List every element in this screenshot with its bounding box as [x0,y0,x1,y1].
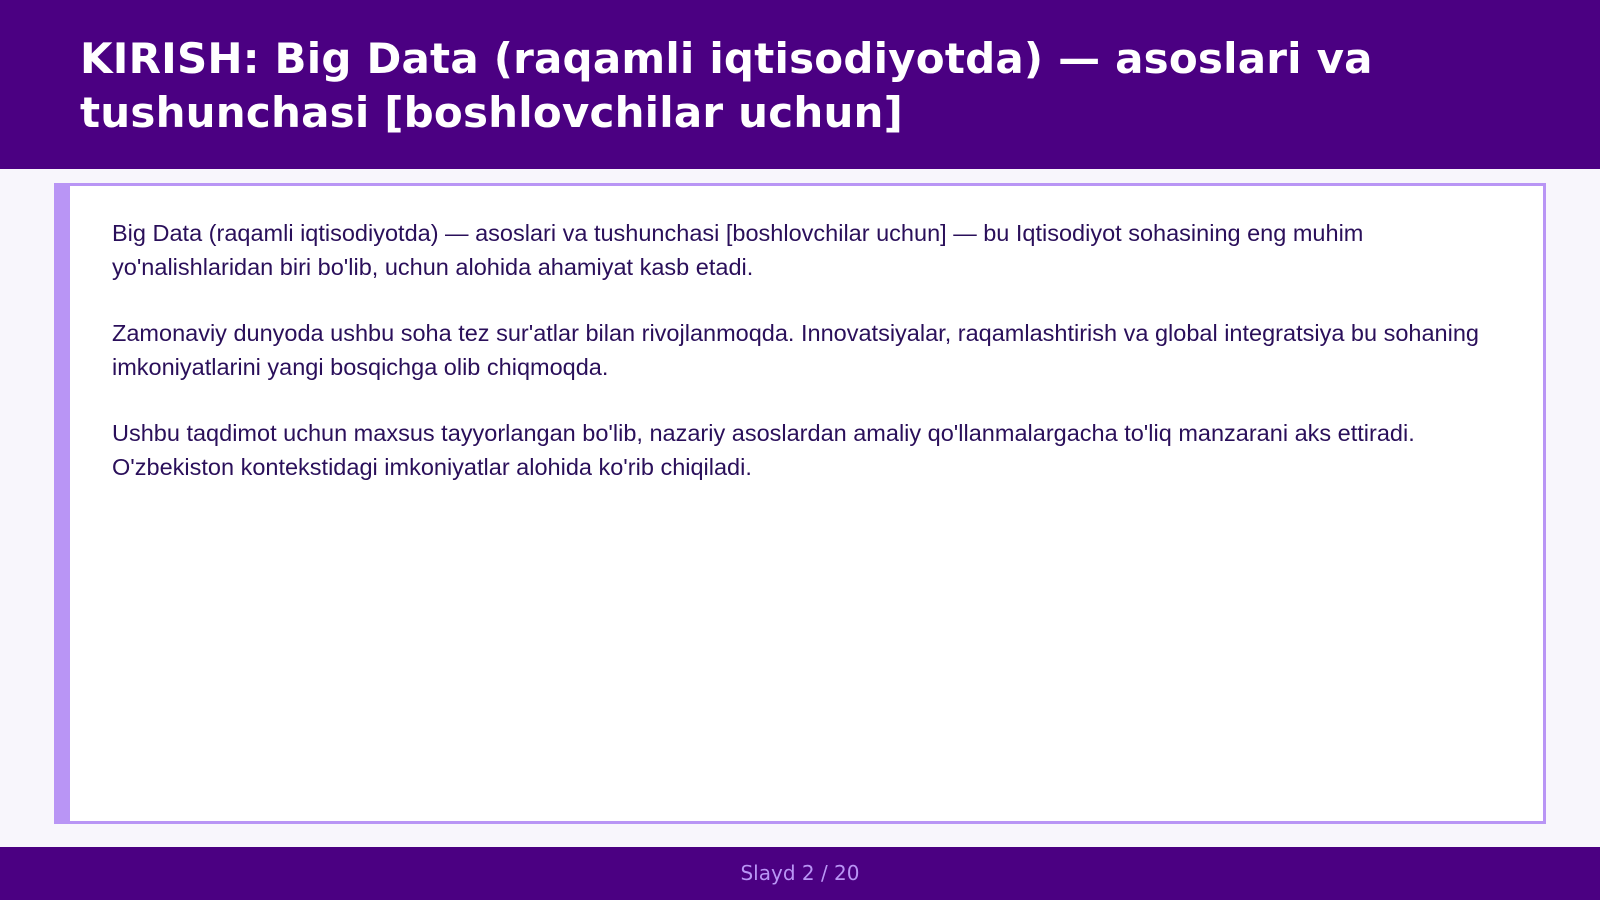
slide-header [0,0,1600,169]
intro-paragraph: Big Data (raqamli iqtisodiyotda) — asoslari va tushunchasi [boshlovchilar uchun] — bu Iqtisodiyot sohasining eng muhim yo'nalishlaridan biri bo'lib, uchun alohida ahamiyat kasb etadi. [112,220,1364,280]
slide-title: KIRISH: Big Data (raqamli iqtisodiyotda) — asoslari va tushunchasi [boshlovchilar uchun] [80,34,1373,137]
development-paragraph: Zamonaviy dunyoda ushbu soha tez sur'atlar bilan rivojlanmoqda. Innovatsiyalar, raqamlashtirish va global integratsiya bu sohaning imkoniyatlarini yangi bosqichga olib chiqmoqda. [112,320,1479,380]
slide-number: Slayd 2 / 20 [740,861,860,885]
presentation-paragraph: Ushbu taqdimot uchun maxsus tayyorlangan bo'lib, nazariy asoslardan amaliy qo'llanmalargacha to'liq manzarani aks ettiradi. O'zbekiston kontekstidagi imkoniyatlar alohida ko'rib chiqiladi. [112,420,1415,480]
content-card [54,183,1546,824]
slide-footer [0,847,1600,900]
